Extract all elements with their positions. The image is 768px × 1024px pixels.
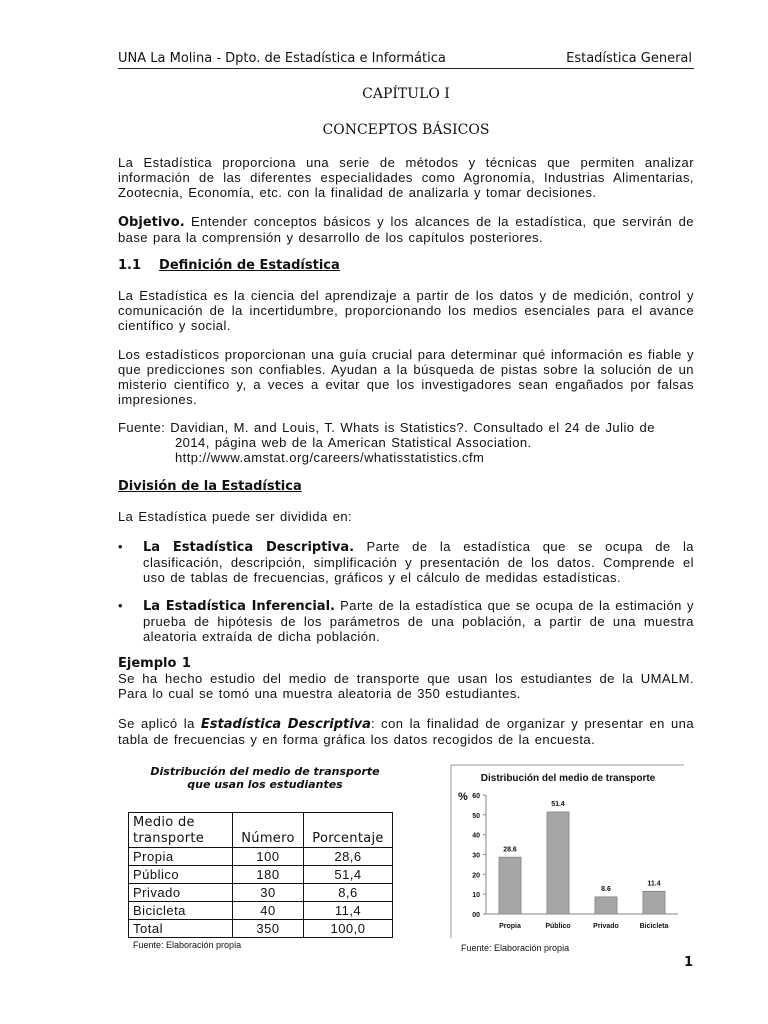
definition-text-1: La Estadística es la ciencia del aprendizaje a partir de los datos y de medición, control y comunicación de la incertidumbre, proporcionando los medios esenciales para el avance científico y social. <box>118 288 694 333</box>
source-line-1: Fuente: Davidian, M. and Louis, T. Whats is Statistics?. Consultado el 24 de Julio de <box>118 420 655 435</box>
table-cell: 350 <box>233 920 304 938</box>
chart-y-tick-label: 20 <box>472 872 480 880</box>
chart-y-tick-label: 00 <box>472 912 480 919</box>
source-line-2: 2014, página web de la American Statistical Association. <box>175 435 532 450</box>
section-number: 1.1 <box>118 258 142 273</box>
applied-emphasis: Estadística Descriptiva <box>200 717 371 732</box>
example-text: Se ha hecho estudio del medio de transporte que usan los estudiantes de la UMALM. Para lo cual se tomó una muestra aleatoria de 350 estudiantes. <box>118 671 694 701</box>
bullet-descriptive-label: La Estadística Descriptiva. <box>143 540 355 555</box>
division-intro: La Estadística puede ser dividida en: <box>118 509 353 524</box>
table-caption <box>120 765 410 791</box>
table-cell: Bicicleta <box>129 902 233 920</box>
example-block <box>118 656 694 701</box>
table-cell: 11,4 <box>304 902 393 920</box>
table-header-row <box>129 813 393 848</box>
definition-text-2: Los estadísticos proporcionan una guía crucial para determinar qué información es fiable y que predicciones son confiables. Ayudan a la búsqueda de pistas sobre la solución de un misterio científico y, a veces a evitar que los investigadores sean engañados por falsas impresiones. <box>118 347 694 407</box>
objective-paragraph <box>118 214 694 245</box>
table-cell: 40 <box>233 902 304 920</box>
table-source: Fuente: Elaboración propia <box>133 940 242 950</box>
table-cell: Total <box>129 920 233 938</box>
table-header-numero: Número <box>233 813 304 848</box>
frequency-table <box>128 812 393 938</box>
bullet-inferential <box>118 598 694 644</box>
header-right: Estadística General <box>566 51 692 66</box>
chart-x-tick-label: Privado <box>593 923 619 930</box>
table-caption-line-1: Distribución del medio de transporte <box>150 765 380 778</box>
intro-paragraph <box>118 155 694 200</box>
table-cell: 8,6 <box>304 884 393 902</box>
chart-bar-público <box>547 812 569 914</box>
chart-bar-privado <box>595 897 617 914</box>
objective-label: Objetivo. <box>118 215 185 230</box>
transport-bar-chart <box>448 762 684 938</box>
header-left: UNA La Molina - Dpto. de Estadística e Informática <box>118 51 446 66</box>
page-header <box>118 51 694 69</box>
table-caption-line-2: que usan los estudiantes <box>187 778 343 791</box>
frequency-table-wrap <box>128 812 393 938</box>
bullet-descriptive <box>118 539 694 585</box>
chart-source: Fuente: Elaboración propia <box>461 943 570 953</box>
table-cell: 100,0 <box>304 920 393 938</box>
table-cell: 180 <box>233 866 304 884</box>
table-cell: 100 <box>233 848 304 866</box>
table-row <box>129 866 393 884</box>
definition-paragraph-2 <box>118 347 694 407</box>
chart-data-label: 51.4 <box>551 801 565 809</box>
header-medio-line-1: Medio de <box>133 815 195 830</box>
chart-data-label: 28.6 <box>503 846 517 854</box>
table-row <box>129 920 393 938</box>
chart-x-tick-label: Propia <box>499 923 521 930</box>
chart-y-tick-label: 60 <box>472 793 480 800</box>
table-cell: Propia <box>129 848 233 866</box>
bullet-inferential-text: Parte de la estadística que se ocupa de la estimación y prueba de hipótesis de los parámetros de una población, a partir de una muestra aleatoria extraída de dicha población. <box>143 598 694 644</box>
table-cell: 28,6 <box>304 848 393 866</box>
applied-paragraph <box>118 716 694 747</box>
chart-bars <box>499 801 665 914</box>
applied-pre: Se aplicó la <box>118 716 201 731</box>
bullet-glyph: • <box>118 598 124 613</box>
chart-y-tick-label: 30 <box>472 852 480 860</box>
table-row <box>129 884 393 902</box>
table-cell: Público <box>129 866 233 884</box>
applied-post: : con la finalidad de organizar y presentar en una tabla de frecuencias y en forma gráfica los datos recogidos de la encuesta. <box>118 716 695 747</box>
chart-x-labels <box>499 923 668 930</box>
chart-data-label: 11.4 <box>647 880 661 888</box>
bullet-descriptive-text: Parte de la estadística que se ocupa de la clasificación, descripción, simplificación y presentación de los datos. Comprende el uso de tablas de frecuencias, gráficos y el cálculo de medidas estadísticas. <box>143 539 694 585</box>
chart-y-tick-label: 40 <box>472 832 480 840</box>
definition-paragraph-1 <box>118 288 694 333</box>
section-title: Definición de Estadística <box>159 258 340 273</box>
source-reference <box>118 420 694 465</box>
chapter-heading: CAPÍTULO I <box>362 86 450 102</box>
chart-data-label: 8.6 <box>601 885 611 893</box>
table-cell: 51,4 <box>304 866 393 884</box>
page-number: 1 <box>684 955 694 970</box>
header-medio-line-2: transporte <box>133 831 205 846</box>
table-cell: 30 <box>233 884 304 902</box>
chart-ylabel: % <box>458 791 468 803</box>
bullet-glyph: • <box>118 539 124 554</box>
intro-text: La Estadística proporciona una serie de métodos y técnicas que permiten analizar información de las diferentes especialidades como Agronomía, Industrias Alimentarias, Zootecnia, Economía, etc. con la finalidad de analizarla y tomar decisiones. <box>118 155 694 200</box>
chart-bar-propia <box>499 857 521 914</box>
table-cell: Privado <box>129 884 233 902</box>
chart-x-tick-label: Público <box>545 923 571 930</box>
section-heading <box>118 258 340 273</box>
chart-bar-bicicleta <box>643 891 665 914</box>
objective-text: Entender conceptos básicos y los alcances de la estadística, que servirán de base para la comprensión y desarrollo de los capítulos posteriores. <box>118 214 694 245</box>
table-header-medio <box>129 813 233 848</box>
chart-title: Distribución del medio de transporte <box>480 773 656 784</box>
chapter-title: CONCEPTOS BÁSICOS <box>322 122 490 138</box>
example-title: Ejemplo 1 <box>118 656 191 671</box>
source-line-3: http://www.amstat.org/careers/whatisstatistics.cfm <box>175 450 485 465</box>
chart-x-tick-label: Bicicleta <box>639 923 669 930</box>
division-title: División de la Estadística <box>118 479 302 494</box>
chart-y-tick-label: 50 <box>472 812 480 820</box>
bullet-inferential-label: La Estadística Inferencial. <box>143 599 335 614</box>
table-header-porcentaje: Porcentaje <box>304 813 393 848</box>
table-row <box>129 902 393 920</box>
table-row <box>129 848 393 866</box>
chart-y-tick-label: 10 <box>472 892 480 900</box>
